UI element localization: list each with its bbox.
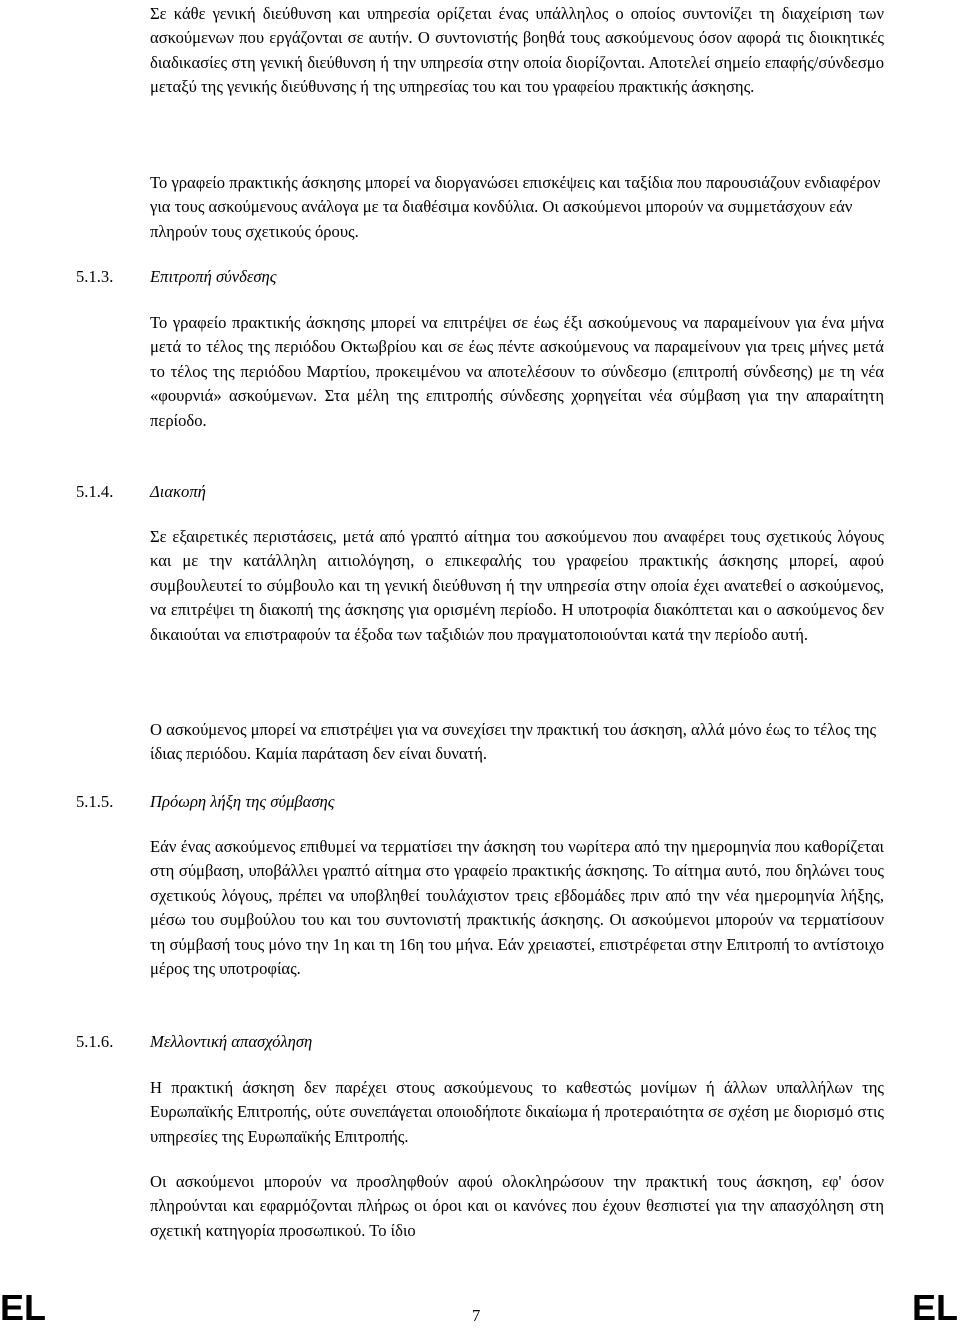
section-paragraph: Ο ασκούμενος μπορεί να επιστρέψει για να συνεχίσει την πρακτική του άσκηση, αλλά μόνο έως το τέλος της ίδιας περιόδου. Καμία παράταση δεν είναι δυνατή. [150,720,877,764]
section-paragraph: Το γραφείο πρακτικής άσκησης μπορεί να επιτρέψει σε έως έξι ασκούμενους να παραμείνουν για ένα μήνα μετά το τέλος της περιόδου Οκτωβρίου και σε έως πέντε ασκούμενους να παραμείνουν για τρεις μήνες μετά το τέλος της περιόδου Μαρτίου, προκειμένου να αποτελέσουν το σύνδεσμο (επιτροπή σύνδεσης) με τη νέα «φουρνιά» ασκούμενων. Στα μέλη της επιτροπής σύνδεσης χορηγείται νέα σύμβαση για την απαραίτητη περίοδο. [150,313,884,430]
intro-paragraph-2: Το γραφείο πρακτικής άσκησης μπορεί να διοργανώσει επισκέψεις και ταξίδια που παρουσιάζουν ενδιαφέρον για τους ασκούμενους ανάλογα με τα διαθέσιμα κονδύλια. Οι ασκούμενοι μπορούν να συμμετάσχουν εάν πληρούν τους σχετικούς όρους. [150,173,881,241]
section-number: 5.1.4. [76,482,114,501]
page-number: 7 [472,1306,481,1325]
section-number: 5.1.5. [76,792,114,811]
section-title: Πρόωρη λήξη της σύμβασης [150,792,335,811]
section-title: Μελλοντική απασχόληση [150,1032,313,1051]
section-number: 5.1.3. [76,267,114,286]
section-title: Διακοπή [150,482,206,501]
intro-paragraph-1: Σε κάθε γενική διεύθυνση και υπηρεσία ορίζεται ένας υπάλληλος ο οποίος συντονίζει τη διαχείριση των ασκούμενων που εργάζονται σε αυτήν. Ο συντονιστής βοηθά τους ασκούμενους όσον αφορά τις διοικητικές διαδικασίες στη γενική διεύθυνση ή την υπηρεσία στην οποία διορίζονται. Αποτελεί σημείο επαφής/σύνδεσμο μεταξύ της γενικής διεύθυνσης ή της υπηρεσίας του και του γραφείου πρακτικής άσκησης. [150,4,884,97]
section-paragraph: Σε εξαιρετικές περιστάσεις, μετά από γραπτό αίτημα του ασκούμενου που αναφέρει τους σχετικούς λόγους και με την κατάλληλη αιτιολόγηση, ο επικεφαλής του γραφείου πρακτικής άσκησης μπορεί, αφού συμβουλευτεί το σύμβουλο και τη γενική διεύθυνση ή την υπηρεσία στην οποία έχει ανατεθεί ο ασκούμενος, να επιτρέψει τη διακοπή της άσκησης για ορισμένη περίοδο. Η υποτροφία διακόπτεται και ο ασκούμενος δεν δικαιούται να επιστραφούν τα έξοδα των ταξιδιών που πραγματοποιούνται κατά την περίοδο αυτή. [150,527,884,644]
section-number: 5.1.6. [76,1032,114,1051]
language-code-right: EL [911,1287,958,1328]
section-paragraph: Η πρακτική άσκηση δεν παρέχει στους ασκούμενους το καθεστώς μονίμων ή άλλων υπαλλήλων της Ευρωπαϊκής Επιτροπής, ούτε συνεπάγεται οποιοδήποτε δικαίωμα ή προτεραιότητα σε σχέση με διορισμό στις υπηρεσίες της Ευρωπαϊκής Επιτροπής. [150,1078,884,1146]
section-paragraph: Οι ασκούμενοι μπορούν να προσληφθούν αφού ολοκληρώσουν την πρακτική τους άσκηση, εφ' όσον πληρούνται και εφαρμόζονται πλήρως οι όροι και οι κανόνες που έχουν θεσπιστεί για την απασχόληση στη σχετική κατηγορία προσωπικού. Το ίδιο [150,1172,884,1240]
section-title: Επιτροπή σύνδεσης [150,267,277,286]
language-code-left: EL [0,1287,47,1328]
section-paragraph: Εάν ένας ασκούμενος επιθυμεί να τερματίσει την άσκηση του νωρίτερα από την ημερομηνία που καθορίζεται στη σύμβαση, υποβάλλει γραπτό αίτημα στο γραφείο πρακτικής άσκησης. Το αίτημα αυτό, που δηλώνει τους σχετικούς λόγους, πρέπει να υποβληθεί τουλάχιστον τρεις εβδομάδες πριν από την νέα ημερομηνία λήξης, μέσω του συμβούλου του και του συντονιστή πρακτικής άσκησης. Οι ασκούμενοι μπορούν να τερματίσουν τη σύμβασή τους μόνο την 1η και τη 16η του μήνα. Εάν χρειαστεί, επιστρέφεται στην Επιτροπή το αντίστοιχο μέρος της υποτροφίας. [150,837,884,979]
